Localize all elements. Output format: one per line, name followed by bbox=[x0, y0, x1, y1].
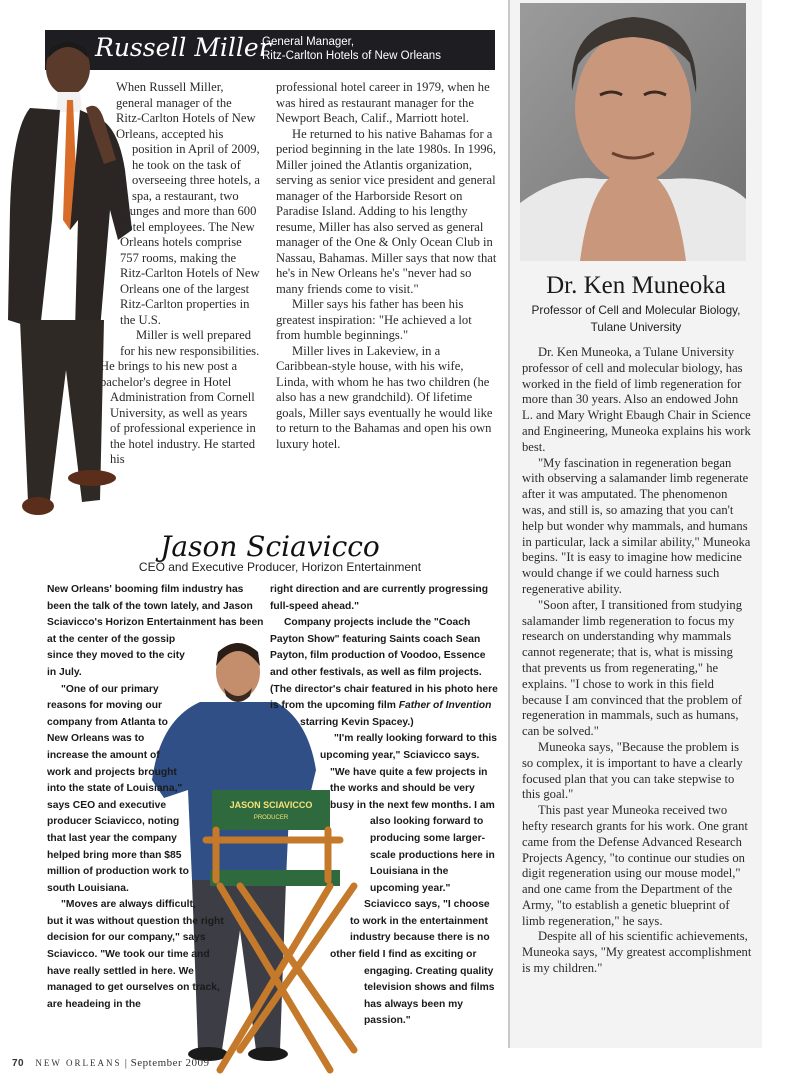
ken-muneoka-name: Dr. Ken Muneoka bbox=[546, 272, 726, 299]
ken-muneoka-title bbox=[515, 302, 757, 336]
russell-miller-para: He returned to his native Bahamas for a period beginning in the late 1980s. In 1996, Miller joined the Atlantis organization, serving as senior vice president and general manager of the Harborside Resort on Paradise Island. Adding to his lengthy resume, Miller has also served as general manager of the One & Only Ocean Club in Nassau, Bahamas. Miller says that now that he's in New Orleans he's "never had so many friends come to visit." bbox=[276, 126, 497, 296]
ken-muneoka-title-line1: Professor of Cell and Molecular Biology, bbox=[531, 303, 741, 317]
russell-miller-para: Miller says his father has been his greatest inspiration: "He achieved a lot from humble beginnings." bbox=[276, 297, 472, 342]
jason-sciavicco-para: New Orleans' booming film industry has been the talk of the town lately, and Jason Sciavicco's Horizon Entertainment has been at the center of the gossip since they moved to the city in July. bbox=[47, 584, 264, 678]
magazine-name: NEW ORLEANS bbox=[35, 1058, 122, 1068]
ken-muneoka-para: "Soon after, I transitioned from studying salamander limb regeneration to focus my research on understanding why mammals cannot regenerate; that is, what is missing that prevents us from regenerating," he explains. "I chose to work in this field because I am convinced that the problem of regeneration in mammals, such as humans, can be solved." bbox=[522, 597, 743, 739]
jason-sciavicco-para: "Moves are always difficult, but it was without question the right decision for our company," says Sciavicco. "We took our time and have really settled in here. We managed to get ourselves on track, are headeing in the bbox=[47, 899, 224, 1010]
jason-sciavicco-name: Jason Sciavicco bbox=[160, 530, 380, 563]
russell-miller-para: Miller lives in Lakeview, in a Caribbean-style house, with his wife, Linda, with whom he has two children (he also has a new grandchild). Of lifetime goals, Miller says eventually he would like to return to the Bahamas and open his own luxury hotel. bbox=[276, 343, 493, 451]
jason-para-text: Company projects include the "Coach Payton Show" featuring Saints coach Sean Payton, film production of Voodoo, Essence and other festivals, as well as film projects. (The director's chair featured in his photo here is from the upcoming film bbox=[270, 617, 498, 712]
issue-date: September 2009 bbox=[130, 1057, 210, 1069]
wrap-spacer bbox=[60, 80, 116, 150]
film-title: Father of Invention bbox=[398, 700, 492, 712]
russell-miller-role-line2: Ritz-Carlton Hotels of New Orleans bbox=[262, 50, 441, 62]
footer-separator: | bbox=[124, 1057, 128, 1069]
chair-back-name: JASON SCIAVICCO bbox=[229, 800, 313, 810]
wrap-spacer bbox=[185, 646, 265, 846]
jason-sciavicco-column-2 bbox=[270, 582, 498, 1030]
russell-miller-name: Russell Miller bbox=[95, 33, 271, 62]
ken-muneoka-photo bbox=[520, 3, 746, 261]
jason-sciavicco-para: "I'm really looking forward to this upcoming year," Sciavicco says. "We have quite a few projects in the works and should be very busy in the next few months. I am also looking forward to producing some larger-scale productions here in Louisiana in the upcoming year." bbox=[320, 733, 497, 894]
ken-muneoka-para: Muneoka says, "Because the problem is so complex, it is important to have a clearly focused plan that you can take stepwise to this goal." bbox=[522, 739, 743, 802]
ken-muneoka-body bbox=[522, 345, 752, 977]
jason-sciavicco-para: "One of our primary reasons for moving our company from Atlanta to New Orleans was to increase the amount of work and projects brought into the state of Louisiana," says CEO and executive producer Sciavicco, noting that last year the company helped bring more than $85 million of production work to south Louisiana. bbox=[47, 683, 189, 894]
russell-miller-para: Miller is well prepared for his new responsibilities. He brings to his new post a bachelor's degree in Hotel Administration from Cornell University, as well as years of professional experience in the hotel industry. He started his bbox=[100, 328, 260, 466]
jason-para-text: starring Kevin Spacey.) bbox=[300, 716, 414, 728]
chair-back-role: PRODUCER bbox=[253, 815, 289, 821]
jason-sciavicco-para: Sciavicco says, "I choose to work in the entertainment industry because there is no other field I find as exciting or engaging. Creating quality television shows and films has always been my passion." bbox=[330, 899, 495, 1027]
ken-muneoka-para: "My fascination in regeneration began with observing a salamander limb regenerate after it was amputated. The phenomenon was, and still is, so amazing that you can't help but wonder why mammals, and humans in particular, lack a similar ability," Muneoka begins. "It is easy to imagine how medicine would change if we could harness such regenerative ability. bbox=[522, 455, 751, 596]
jason-sciavicco-para: right direction and are currently progressing full-speed ahead." bbox=[270, 584, 488, 612]
jason-sciavicco-column-1 bbox=[47, 582, 265, 1013]
page-footer bbox=[12, 1057, 209, 1069]
russell-miller-para: When Russell Miller, general manager of the Ritz-Carlton Hotels of New Orleans, accepted his position in April of 2009, he took on the task of overseeing three hotels, a spa, a restaurant, two lounges and more than 600 hotel employees. The New Orleans hotels comprise 757 rooms, making the Ritz-Carlton Hotels of New Orleans one of the largest Ritz-Carlton properties in the U.S. bbox=[116, 80, 260, 327]
russell-miller-role-line1: General Manager, bbox=[262, 36, 355, 48]
ken-muneoka-para: Despite all of his scientific achievements, Muneoka says, "My greatest accomplishment is my children." bbox=[522, 929, 752, 976]
ken-muneoka-title-line2: Tulane University bbox=[590, 320, 682, 334]
russell-miller-column-2 bbox=[276, 80, 498, 452]
russell-miller-column-1 bbox=[60, 80, 260, 512]
ken-muneoka-para: Dr. Ken Muneoka, a Tulane University professor of cell and molecular biology, has worked in the field of limb regeneration for more than 30 years. Also an endowed John L. and Mary Wright Ebaugh Chair in Science and Engineering, Muneoka explains his work best. bbox=[522, 345, 751, 454]
jason-sciavicco-para bbox=[270, 615, 498, 731]
russell-miller-role bbox=[262, 35, 492, 63]
jason-sciavicco-title: CEO and Executive Producer, Horizon Entertainment bbox=[138, 560, 422, 574]
russell-miller-para: professional hotel career in 1979, when he was hired as restaurant manager for the Newport Beach, Calif., Marriott hotel. bbox=[276, 80, 490, 125]
page-number: 70 bbox=[12, 1058, 25, 1069]
ken-muneoka-para: This past year Muneoka received two hefty research grants for his work. One grant came from the Defense Advanced Research Projects Agency, "to continue our studies on digit regeneration using our mouse model," and one came from the Department of the Army, "to establish a genetic blueprint of limb regeneration," he says. bbox=[522, 803, 748, 928]
